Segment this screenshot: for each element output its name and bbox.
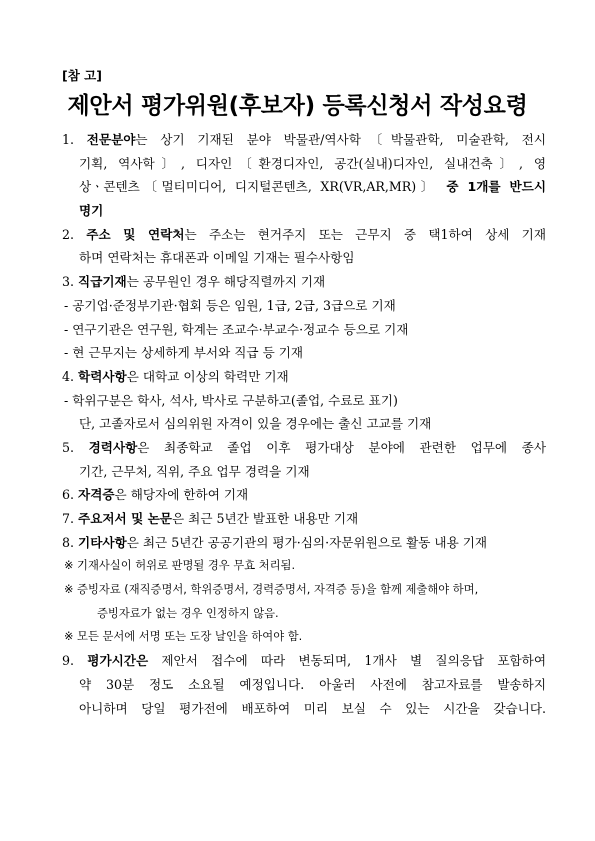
item-5-heading: 경력사항 — [88, 439, 138, 455]
item-4-heading: 학력사항 — [78, 368, 127, 384]
item-6-text: 은 해당자에 한하여 기재 — [114, 487, 249, 503]
item-5-line-2: 기간, 근무처, 직위, 주요 업무 경력을 기재 — [79, 463, 310, 479]
item-1-line-4: 명기 — [79, 203, 104, 219]
item-9-text: 제안서 접수에 따라 변동되며, 1개사 별 질의응답 포함하여 — [161, 653, 546, 669]
item-9-line-2: 약 30분 정도 소요될 예정입니다. 아울러 사전에 참고자료를 발송하지 — [79, 676, 546, 692]
item-8-heading: 기타사항 — [78, 534, 127, 550]
instructions-body — [62, 128, 546, 720]
document-title: 제안서 평가위원(후보자) 등록신청서 작성요령 — [67, 93, 528, 119]
item-8-note-1: ※ 기재사실이 허위로 판명될 경우 무효 처리됨. — [64, 559, 296, 573]
item-3-sub-2: - 연구기관은 연구원, 학계는 조교수·부교수·정교수 등으로 기재 — [64, 321, 409, 337]
item-7-text: 은 최근 5년간 발표한 내용만 기재 — [171, 511, 359, 526]
item-9-heading: 평가시간은 — [87, 653, 149, 669]
item-1-number: 1. — [62, 132, 75, 147]
item-9-line-3: 아니하며 당일 평가전에 배포하여 미리 보실 수 있는 시간을 갖습니다. — [79, 700, 546, 716]
item-8-note-2: ※ 증빙자료 (재직증명서, 학위증명서, 경력증명서, 자격증 등)을 함께 제출해야 하며, — [64, 583, 479, 597]
item-7-number: 7. — [62, 511, 75, 526]
item-3-heading: 직급기재 — [78, 274, 127, 290]
item-8-text: 은 최근 5년간 공공기관의 평가·심의·자문위원으로 활동 내용 기재 — [126, 534, 488, 550]
item-3-sub-1: - 공기업·준정부기관·협회 등은 임원, 1급, 2급, 3급으로 기재 — [64, 297, 396, 313]
item-6-heading: 자격증 — [78, 487, 115, 503]
item-2-number: 2. — [62, 226, 75, 242]
item-3-number: 3. — [62, 274, 75, 290]
item-2-heading: 주소 및 연락처 — [86, 226, 185, 242]
item-2-line-1 — [62, 223, 546, 247]
item-4-sub-2: 단, 고졸자로서 심의위원 자격이 있을 경우에는 출신 고교를 기재 — [79, 416, 432, 432]
item-1-line-3 — [62, 175, 546, 199]
item-1-line-1 — [62, 128, 546, 152]
item-3-line-1 — [62, 270, 546, 294]
reference-label: [참 고] — [62, 68, 102, 83]
item-1-line-3-text: 상ㆍ콘텐츠〔멀티미디어, 디지털콘텐츠, XR(VR,AR,MR)〕 — [79, 179, 438, 195]
item-6-line-1 — [62, 483, 546, 507]
item-1-heading: 전문분야 — [86, 132, 136, 147]
item-4-line-1 — [62, 365, 546, 389]
item-4-text: 은 대학교 이상의 학력만 기재 — [126, 368, 289, 384]
item-8-note-3: ※ 모든 문서에 서명 또는 도장 날인을 하여야 함. — [64, 630, 303, 644]
item-2-line-2: 하며 연락처는 휴대폰과 이메일 기재는 필수사항임 — [79, 250, 355, 266]
item-2-text: 는 주소는 현거주지 또는 근무지 중 택1하여 상세 기재 — [184, 226, 546, 242]
item-7-line-1 — [62, 507, 546, 531]
item-5-line-1 — [62, 436, 546, 460]
item-6-number: 6. — [62, 487, 75, 503]
item-4-number: 4. — [62, 368, 75, 384]
item-7-heading: 주요저서 및 논문 — [78, 511, 172, 526]
item-5-number: 5. — [62, 439, 75, 455]
item-3-sub-3: - 현 근무지는 상세하게 부서와 직급 등 기재 — [64, 345, 304, 361]
item-9-number: 9. — [62, 653, 75, 669]
item-5-text: 은 최종학교 졸업 이후 평가대상 분야에 관련한 업무에 종사 — [137, 439, 546, 455]
item-3-text: 는 공무원인 경우 해당직렬까지 기재 — [126, 274, 326, 290]
item-8-line-1 — [62, 531, 546, 555]
item-1-text: 는 상기 기재된 분야 박물관/역사학〔박물관학, 미술관학, 전시 — [135, 132, 546, 147]
item-4-sub-1: - 학위구분은 학사, 석사, 박사로 구분하고(졸업, 수료로 표기) — [64, 392, 398, 408]
item-1-line-2: 기획, 역사학〕, 디자인〔환경디자인, 공간(실내)디자인, 실내건축〕, 영 — [79, 155, 546, 171]
item-1-emphasis: 중 1개를 반드시 — [446, 179, 546, 195]
item-9-line-1 — [62, 649, 546, 673]
item-8-note-2-cont: 증빙자료가 없는 경우 인정하지 않음. — [97, 606, 279, 620]
item-8-number: 8. — [62, 534, 75, 550]
